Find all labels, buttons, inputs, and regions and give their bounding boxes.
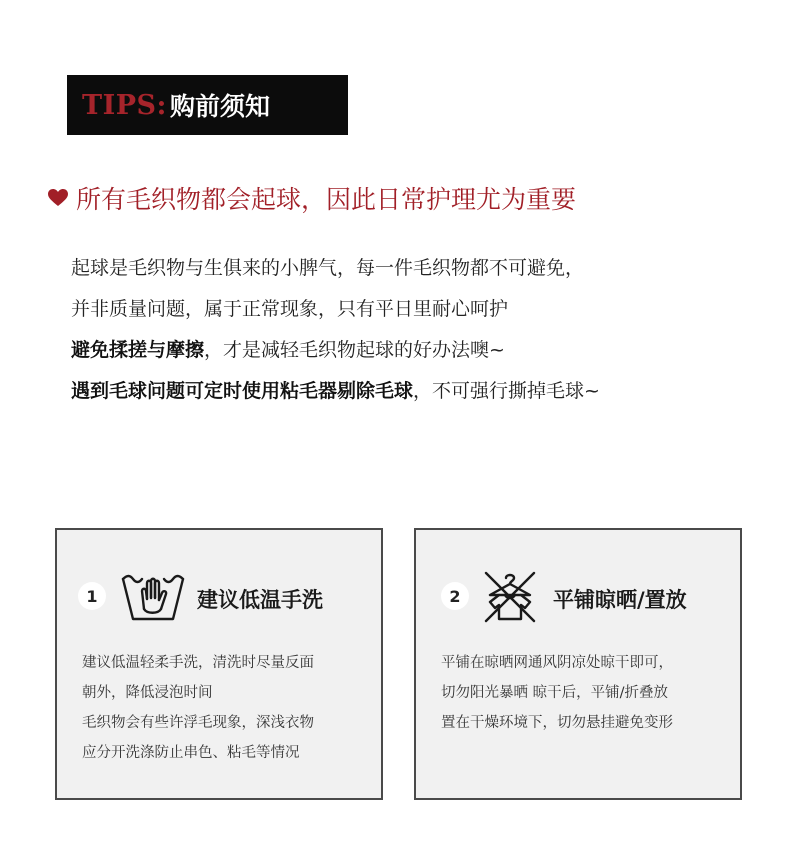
tips-label: TIPS: (82, 89, 167, 121)
card-line: 建议低温轻柔手洗，清洗时尽量反面 (82, 655, 314, 671)
card-body (441, 648, 673, 738)
heart-icon (48, 189, 68, 207)
flat-dry-card (414, 528, 742, 800)
bold-phrase: 遇到毛球问题可定时使用粘毛器剔除毛球 (71, 380, 414, 402)
card-header (416, 569, 740, 631)
card-title: 平铺晾晒/置放 (553, 588, 687, 612)
card-line: 应分开洗涤防止串色、粘毛等情况 (82, 745, 300, 761)
care-paragraph (71, 248, 771, 412)
headline (48, 180, 576, 216)
paragraph-line (71, 330, 771, 371)
paragraph-line (71, 371, 771, 412)
hand-wash-card (55, 528, 383, 800)
paragraph-text: ，才是减轻毛织物起球的好办法噢~ (204, 339, 505, 361)
paragraph-line: 起球是毛织物与生俱来的小脾气，每一件毛织物都不可避免， (71, 257, 585, 279)
card-body (82, 648, 314, 768)
step-number: 2 (441, 582, 469, 610)
card-line: 毛织物会有些许浮毛现象，深浅衣物 (82, 715, 314, 731)
paragraph-text: ，不可强行撕掉毛球~ (413, 380, 600, 402)
bold-phrase: 避免揉搓与摩擦 (71, 339, 205, 361)
card-header (57, 569, 381, 631)
hand-wash-icon (120, 569, 186, 623)
card-line: 置在干燥环境下，切勿悬挂避免变形 (441, 715, 673, 731)
step-number: 1 (78, 582, 106, 610)
card-title: 建议低温手洗 (197, 588, 323, 612)
tips-banner (67, 75, 348, 135)
card-line: 平铺在晾晒网通风阴凉处晾干即可， (441, 655, 673, 671)
paragraph-line: 并非质量问题，属于正常现象，只有平日里耐心呵护 (71, 298, 509, 320)
no-hang-dry-icon (482, 569, 538, 625)
card-line: 朝外，降低浸泡时间 (82, 685, 213, 701)
card-line: 切勿阳光暴晒 晾干后，平铺/折叠放 (441, 685, 668, 701)
tips-title: 购前须知 (170, 92, 271, 121)
headline-text: 所有毛织物都会起球，因此日常护理尤为重要 (76, 185, 577, 214)
